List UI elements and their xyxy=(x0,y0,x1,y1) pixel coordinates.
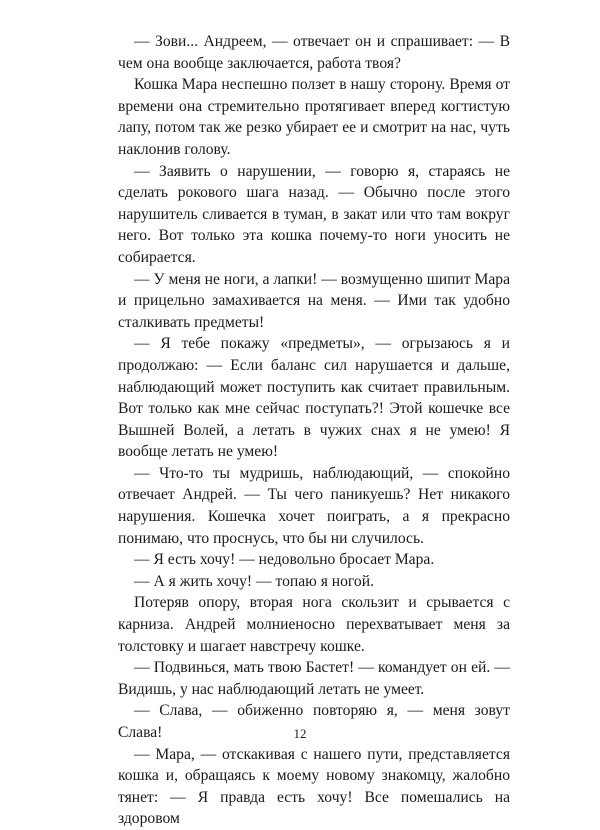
paragraph: Потеряв опору, вторая нога скользит и срывается с карниза. Андрей молниеносно перехватывает меня за толстовку и шагает навстречу кошке. xyxy=(118,594,510,655)
paragraph: Кошка Мара неспешно ползет в нашу сторону. Время от времени она стремительно протягивает вперед когтистую лапу, потом так же резко убирает ее и смотрит на нас, чуть наклонив голову. xyxy=(118,76,510,158)
paragraph: — Мара, — отскакивая с нашего пути, представляется кошка и, обращаясь к моему новому знакомцу, жалобно тянет: — Я правда есть хочу! Все помешались на здоровом xyxy=(118,745,510,828)
page-number: 12 xyxy=(293,726,307,741)
paragraph: — Я есть хочу! — недовольно бросает Мара. xyxy=(134,551,435,569)
paragraph: — Что-то ты мудришь, наблюдающий, — спокойно отвечает Андрей. — Ты чего паникуешь? Нет никакого нарушения. Кошечка хочет поиграть, а я прекрасно понимаю, что проснусь, что бы ни случилось. xyxy=(118,464,510,547)
paragraph: — Зови... Андреем, — отвечает он и спрашивает: — В чем она вообще заключается, работа твоя? xyxy=(118,33,510,72)
paragraph: — Заявить о нарушении, — говорю я, стараясь не сделать рокового шага назад. — Обычно после этого нарушитель сливается в туман, в закат или что там вокруг него. Вот только эта кошка почему-то ноги уносить не собирается. xyxy=(118,162,510,266)
body-text xyxy=(118,31,510,830)
paragraph: — А я жить хочу! — топаю я ногой. xyxy=(134,572,374,590)
paragraph: — Слава, — обиженно повторяю я, — меня зовут Слава! xyxy=(118,702,510,741)
paragraph: — Подвинься, мать твою Бастет! — командует он ей. — Видишь, у нас наблюдающий летать не умеет. xyxy=(118,659,510,698)
paragraph: — У меня не ноги, а лапки! — возмущенно шипит Мара и прицельно замахивается на меня. — Ими так удобно сталкивать предметы! xyxy=(118,270,510,331)
paragraph: — Я тебе покажу «предметы», — огрызаюсь я и продолжаю: — Если баланс сил нарушается и дальше, наблюдающий может поступить как считает правильным. Вот только как мне сейчас поступать?! Этой кошечке все Вышней Волей, а летать в чужих снах я не умею! Я вообще летать не умею! xyxy=(118,335,510,461)
